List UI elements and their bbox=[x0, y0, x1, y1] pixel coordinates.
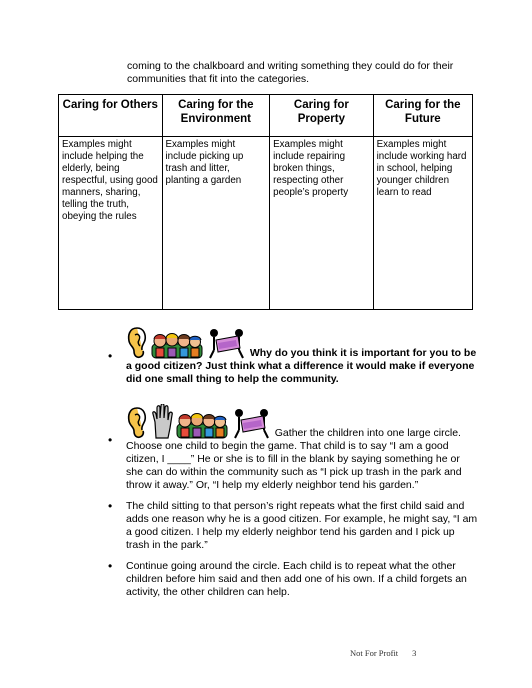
kids-with-sign-icon bbox=[231, 408, 275, 440]
table-row bbox=[59, 137, 473, 310]
intro-text: coming to the chalkboard and writing something they could do for their communities that fit into the categories. bbox=[127, 60, 454, 85]
cell-future: Examples might include working hard in school, helping younger children learn to read bbox=[373, 137, 472, 310]
list-item bbox=[98, 500, 478, 552]
hand-icon bbox=[151, 404, 173, 440]
categories-table bbox=[58, 94, 473, 310]
cell-property: Examples might include repairing broken things, respecting other people’s property bbox=[270, 137, 374, 310]
activity-list bbox=[98, 326, 478, 599]
footer-label: Not For Profit bbox=[350, 648, 399, 658]
bullet-dot: • bbox=[108, 499, 113, 513]
list-item bbox=[98, 404, 478, 492]
page-footer bbox=[350, 648, 416, 658]
icon-strip bbox=[126, 404, 275, 440]
children-group-icon bbox=[176, 410, 228, 440]
table-header-row bbox=[59, 95, 473, 137]
question-text: Why do you think it is important for you to be a good citizen? Just think what a difference it would make if everyone did one small thing to help the community. bbox=[126, 347, 477, 385]
icon-strip bbox=[126, 326, 250, 360]
instruction-text: The child sitting to that person’s right repeats what the first child said and adds one reason why he is a good citizen. For example, he might say, “I am a good citizen. I help my elderly neighbor tend his garden and I pick up trash in the park.” bbox=[126, 500, 478, 551]
bullet-dot: • bbox=[108, 433, 113, 447]
header-caring-for-others: Caring for Others bbox=[59, 95, 163, 137]
ear-icon bbox=[126, 406, 148, 440]
header-caring-for-environment: Caring for the Environment bbox=[162, 95, 270, 137]
bullet-dot: • bbox=[108, 349, 113, 363]
cell-others: Examples might include helping the elderly, being respectful, using good manners, sharing, telling the truth, obeying the rules bbox=[59, 137, 163, 310]
children-group-icon bbox=[151, 330, 203, 360]
header-caring-for-property: Caring for Property bbox=[270, 95, 374, 137]
kids-with-sign-icon bbox=[206, 328, 250, 360]
cell-environment: Examples might include picking up trash and litter, planting a garden bbox=[162, 137, 270, 310]
ear-icon bbox=[126, 326, 148, 360]
list-item bbox=[98, 326, 478, 386]
instruction-text: Gather the children into one large circle. Choose one child to begin the game. That child is to say “I am a good citizen, I ____” He or she is to fill in the blank by saying something he or she can do within the community such as “I pick up trash in the park and throw it away.” Or, “I help my elderly neighbor tend his garden.” bbox=[126, 427, 462, 491]
header-caring-for-future: Caring for the Future bbox=[373, 95, 472, 137]
bullet-dot: • bbox=[108, 559, 113, 573]
instruction-text: Continue going around the circle. Each child is to repeat what the other children before him said and then add one of his own. If a child forgets an activity, the other children can help. bbox=[126, 560, 467, 598]
page-number: 3 bbox=[412, 648, 417, 658]
list-item bbox=[98, 560, 478, 599]
